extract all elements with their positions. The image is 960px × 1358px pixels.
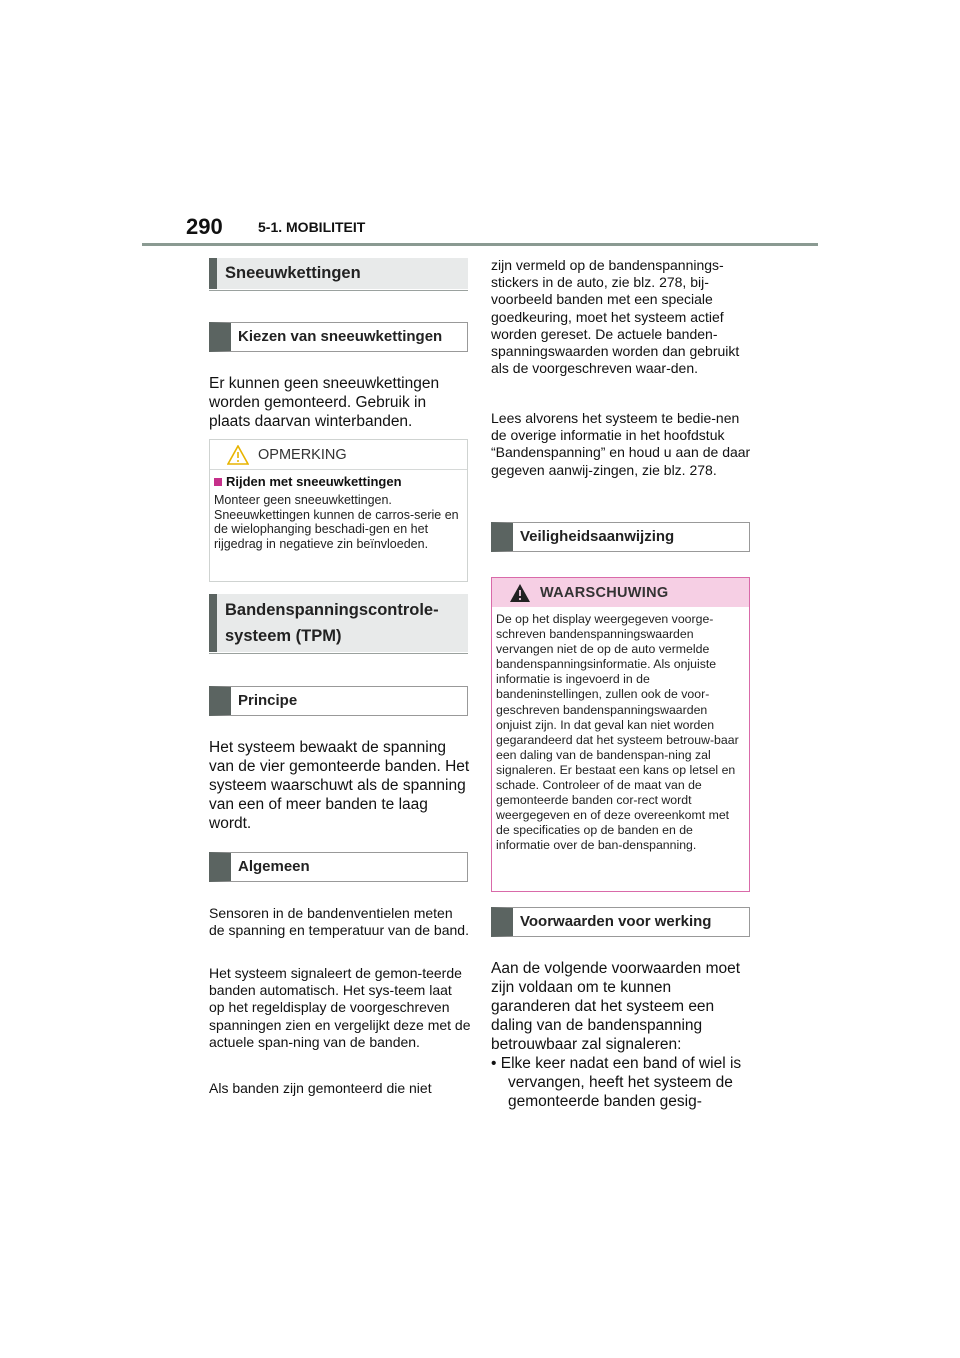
warning-body: De op het display weergegeven voorge-schreven bandenspanningswaarden vervangen niet de op de auto vermelde bandenspanningsinformatie. Als onjuiste informatie is ingevoerd in de bandeninstellingen, zullen ook de voor-geschreven bandenspanningswaarden onjuist zijn. In dat geval kan niet worden gegarandeerd dat het systeem betrouw-baar een daling van de bandenspan-ning zal signaleren. Er bestaat een kans op letsel en schade. Controleer of de maat van de gemonteerde banden cor-rect wordt weergegeven en of deze overeenkomt met de specificaties op de banden en de informatie over de ban-denspanning.	[496, 612, 739, 853]
paragraph-algemeen-2: Het systeem signaleert de gemon-teerde banden automatisch. Het sys-teem laat op het regeldisplay de voorgeschreven spanningen zien en vergelijkt deze met de actuele span-ning van de banden.	[209, 965, 471, 1050]
note-title: OPMERKING	[258, 447, 347, 463]
warning-box	[491, 577, 750, 892]
note-header	[210, 440, 467, 470]
heading-algemeen: Algemeen	[209, 852, 468, 882]
page-number: 290	[186, 214, 223, 239]
paragraph-algemeen-1: Sensoren in de bandenventielen meten de spanning en temperatuur van de band.	[209, 905, 469, 939]
paragraph-lees: Lees alvorens het systeem te bedie-nen de overige informatie in het hoofdstuk “Bandenspanning” en houd u aan de daar gegeven aanwij-zingen, zie blz. 278.	[491, 410, 751, 478]
paragraph-principe: Het systeem bewaakt de spanning van de vier gemonteerde banden. Het systeem waarschuwt als de spanning van een of meer banden te laag wordt.	[209, 739, 470, 832]
heading-voorwaarden: Voorwaarden voor werking	[491, 907, 750, 937]
paragraph-algemeen-3: Als banden zijn gemonteerd die niet	[209, 1080, 432, 1096]
bullet-square-icon	[214, 478, 222, 486]
heading-tpm: Bandenspanningscontrole-systeem (TPM)	[209, 594, 468, 652]
heading-sneeuwkettingen: Sneeuwkettingen	[209, 258, 468, 289]
header-rule	[142, 243, 818, 246]
heading-veiligheid: Veiligheidsaanwijzing	[491, 522, 750, 552]
note-subtitle: Rijden met sneeuwkettingen	[214, 474, 402, 489]
heading-kiezen: Kiezen van sneeuwkettingen	[209, 322, 468, 352]
paragraph-kiezen: Er kunnen geen sneeuwkettingen worden gemonteerd. Gebruik in plaats daarvan winterbanden.	[209, 375, 440, 430]
bullet-item-1: • Elke keer nadat een band of wiel is vervangen, heeft het systeem de gemonteerde banden gesig-	[491, 1055, 742, 1110]
caution-triangle-icon	[227, 445, 249, 465]
note-box	[209, 439, 468, 582]
chapter-title: 5-1. MOBILITEIT	[258, 219, 366, 235]
paragraph-continued: zijn vermeld op de bandenspannings-stickers in de auto, zie blz. 278, bij-voorbeeld banden met een speciale goedkeuring, moet het systeem actief worden gereset. De actuele banden-spanningswaarden worden dan gebruikt als de voorgeschreven waar-den.	[491, 257, 740, 377]
warning-triangle-icon	[509, 583, 531, 603]
warning-title: WAARSCHUWING	[540, 585, 669, 601]
warning-header	[492, 578, 749, 607]
paragraph-voorwaarden: Aan de volgende voorwaarden moet zijn voldaan om te kunnen garanderen dat het systeem een daling van de bandenspanning betrouwbaar zal signaleren:	[491, 960, 741, 1053]
note-body: Monteer geen sneeuwkettingen. Sneeuwkettingen kunnen de carros-serie en de wielophanging beschadi-gen en het rijgedrag in negatieve zin beïnvloeden.	[214, 493, 459, 551]
heading-principe: Principe	[209, 686, 468, 716]
